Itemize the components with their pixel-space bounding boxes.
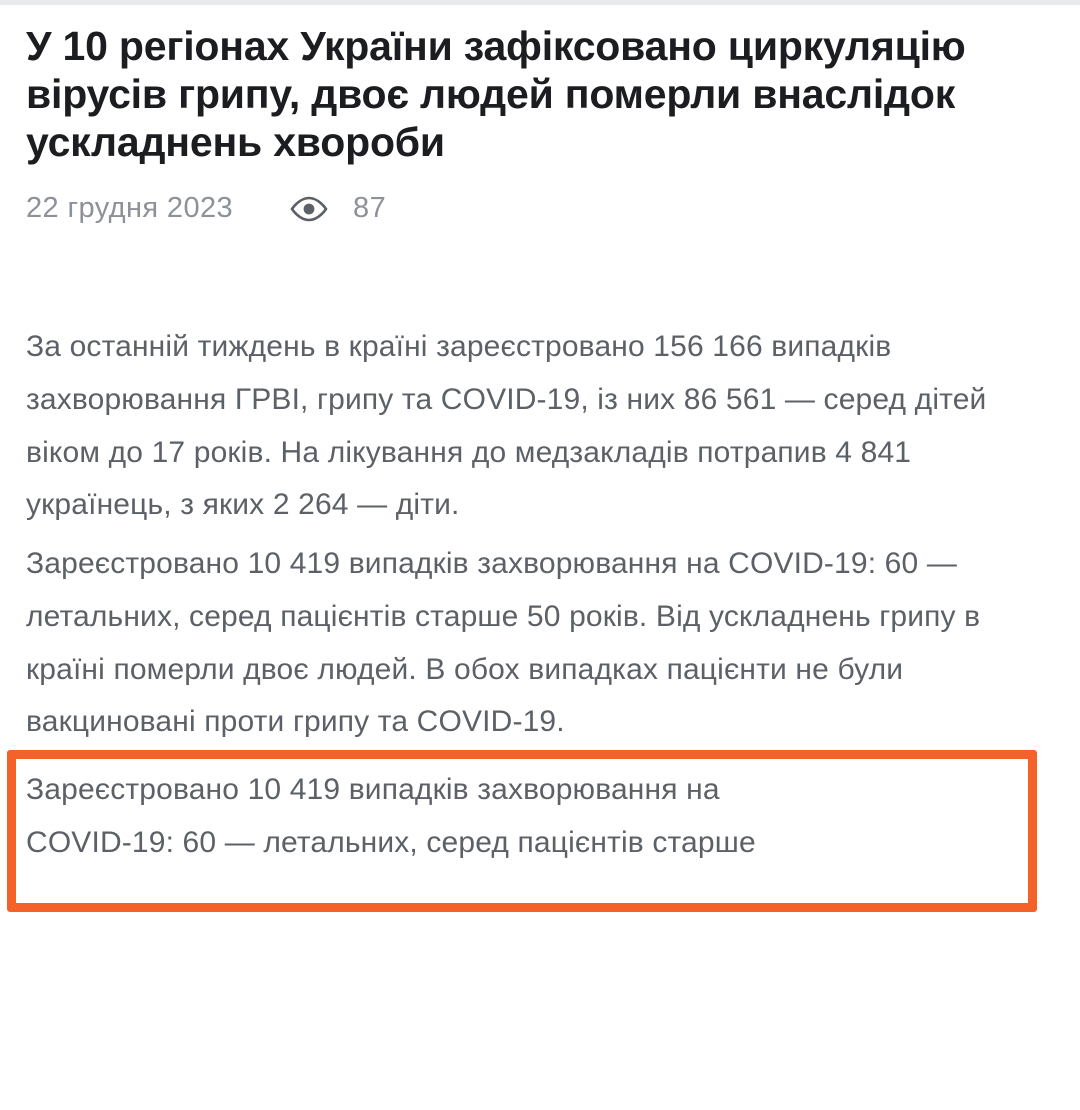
eye-icon — [289, 196, 329, 222]
highlight-line-2: COVID-19: 60 — летальних, серед пацієнтів старше — [26, 825, 756, 859]
publish-date: 22 грудня 2023 — [26, 192, 234, 225]
paragraph-2: Зареєстровано 10 419 випадків захворювання на COVID-19: 60 — летальних, серед пацієнтів старше 50 років. Від ускладнень грипу в країні померли двоє людей. В обох випадках пацієнти не були вакциновані проти грипу та COVID-19. — [26, 547, 981, 739]
article-meta — [26, 189, 1054, 229]
views-group — [289, 192, 386, 225]
highlight-text — [26, 764, 1026, 870]
article-body — [26, 321, 1036, 749]
paragraph-1: За останній тиждень в країні зареєстровано 156 166 випадків захворювання ГРВІ, грипу та COVID-19, із них 86 561 — серед дітей віком до 17 років. На лікування до медзакладів потрапив 4 841 українець, з яких 2 264 — діти. — [26, 329, 987, 522]
page-title: У 10 регіонах України зафіксовано циркуляцію вірусів грипу, двоє людей померли внаслідок ускладнень хвороби — [26, 23, 966, 165]
highlight-line-1: Зареєстровано 10 419 випадків захворювання на — [26, 773, 720, 806]
views-count: 87 — [353, 192, 387, 225]
article-content — [0, 5, 1080, 749]
